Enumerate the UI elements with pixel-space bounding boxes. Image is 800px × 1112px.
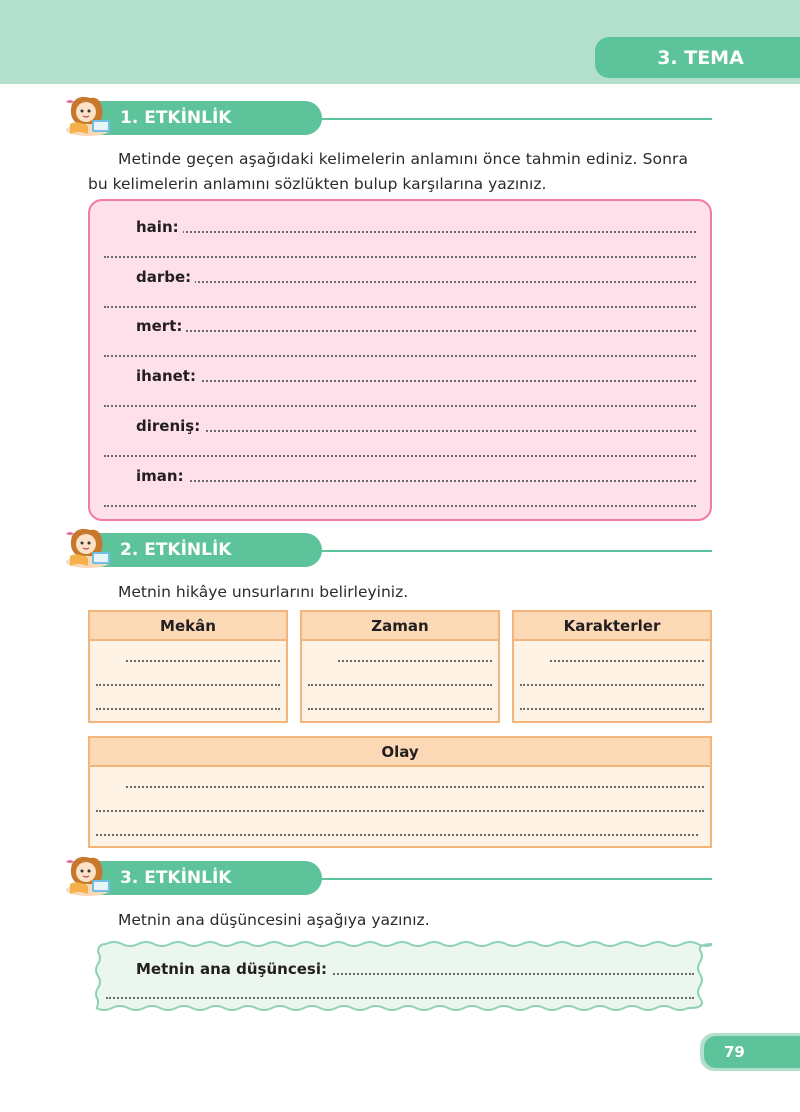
answer-line[interactable] — [520, 684, 704, 686]
activity3-instruction-text: Metnin ana düşüncesini aşağıya yazınız. — [118, 911, 430, 929]
girl-reading-mascot-icon — [58, 94, 116, 142]
theme-tab — [595, 37, 800, 78]
time-box — [300, 610, 500, 723]
activity3-title — [98, 861, 322, 895]
setting-header: Mekân — [90, 612, 286, 641]
answer-line[interactable] — [550, 660, 704, 662]
activity1-title-text: 1. ETKİNLİK — [120, 108, 232, 128]
answer-line[interactable] — [104, 505, 696, 507]
answer-line[interactable] — [104, 455, 696, 457]
word-definitions-box — [88, 199, 712, 521]
activity1-title — [98, 101, 322, 135]
answer-line[interactable] — [104, 355, 696, 357]
page-number: 79 — [724, 1043, 745, 1061]
answer-line[interactable] — [106, 997, 694, 999]
answer-line[interactable] — [150, 480, 696, 482]
term-label: darbe: — [136, 268, 195, 286]
answer-line[interactable] — [150, 430, 696, 432]
answer-line[interactable] — [150, 281, 696, 283]
answer-line[interactable] — [338, 660, 492, 662]
main-thought-label: Metnin ana düşüncesi: — [136, 960, 331, 978]
answer-line[interactable] — [520, 708, 704, 710]
activity3-header — [58, 860, 718, 900]
answer-line[interactable] — [126, 786, 704, 788]
answer-line[interactable] — [96, 810, 704, 812]
term-label: mert: — [136, 317, 186, 335]
activity1-instruction-line1: Metinde geçen aşağıdaki kelimelerin anlamını önce tahmin ediniz. Sonra — [118, 150, 689, 168]
term-label: ihanet: — [136, 367, 200, 385]
girl-reading-mascot-icon — [58, 854, 116, 902]
characters-header: Karakterler — [514, 612, 710, 641]
answer-line[interactable] — [308, 708, 492, 710]
activity2-instruction-text: Metnin hikâye unsurlarını belirleyiniz. — [118, 583, 409, 601]
activity2-title-text: 2. ETKİNLİK — [120, 540, 232, 560]
answer-line[interactable] — [150, 380, 696, 382]
answer-line[interactable] — [96, 684, 280, 686]
activity3-title-text: 3. ETKİNLİK — [120, 868, 232, 888]
characters-box — [512, 610, 712, 723]
answer-line[interactable] — [150, 231, 696, 233]
answer-line[interactable] — [322, 973, 694, 975]
time-header: Zaman — [302, 612, 498, 641]
activity3-instruction — [88, 908, 713, 933]
page-number-tab — [704, 1036, 800, 1068]
activity2-header — [58, 532, 718, 572]
main-thought-box — [92, 940, 712, 1012]
activity1-header — [58, 100, 718, 140]
answer-line[interactable] — [96, 708, 280, 710]
event-box — [88, 736, 712, 848]
event-header: Olay — [90, 738, 710, 767]
activity1-instruction — [88, 147, 713, 197]
theme-label: 3. TEMA — [657, 46, 744, 69]
answer-line[interactable] — [96, 834, 698, 836]
answer-line[interactable] — [126, 660, 280, 662]
activity1-instruction-line2: bu kelimelerin anlamını sözlükten bulup karşılarına yazınız. — [88, 175, 547, 193]
answer-line[interactable] — [104, 256, 696, 258]
answer-line[interactable] — [308, 684, 492, 686]
answer-line[interactable] — [150, 330, 696, 332]
activity2-instruction — [88, 580, 713, 605]
answer-line[interactable] — [104, 405, 696, 407]
activity2-title — [98, 533, 322, 567]
setting-box — [88, 610, 288, 723]
girl-reading-mascot-icon — [58, 526, 116, 574]
term-label: hain: — [136, 218, 183, 236]
answer-line[interactable] — [104, 306, 696, 308]
term-label: direniş: — [136, 417, 204, 435]
term-label: iman: — [136, 467, 188, 485]
